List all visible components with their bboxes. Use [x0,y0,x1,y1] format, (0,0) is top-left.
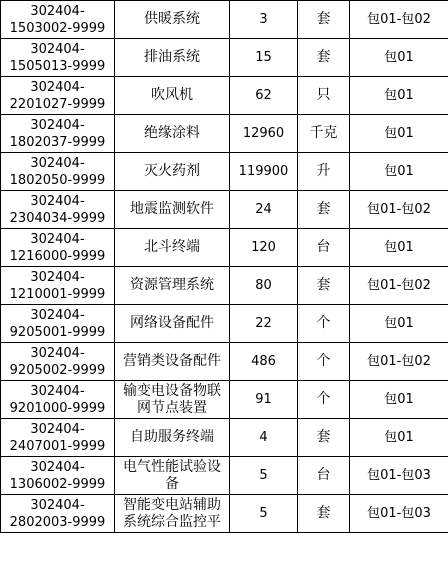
package-cell: 包01 [350,419,448,457]
material-code-cell [1,77,115,115]
material-code-cell [1,305,115,343]
package-cell: 包01 [350,229,448,267]
material-code-suffix: 1216000-9999 [9,248,106,264]
material-code-prefix: 302404- [30,497,85,513]
quantity-cell: 22 [230,305,298,343]
material-code-suffix: 1306002-9999 [9,476,106,492]
unit-cell: 套 [298,495,350,533]
material-code-cell [1,495,115,533]
package-cell: 包01-包02 [350,267,448,305]
material-code-cell [1,381,115,419]
material-code-cell [1,229,115,267]
material-name-cell: 网络设备配件 [115,305,230,343]
material-code-cell [1,1,115,39]
material-code-prefix: 302404- [30,345,85,361]
material-code-suffix: 9205001-9999 [9,324,106,340]
material-code-suffix: 2304034-9999 [9,210,106,226]
package-cell: 包01 [350,77,448,115]
unit-cell: 套 [298,419,350,457]
package-cell: 包01-包02 [350,343,448,381]
material-code-cell [1,115,115,153]
unit-cell: 台 [298,229,350,267]
table-row [1,1,448,39]
table-row [1,267,448,305]
table-row [1,153,448,191]
material-name-cell: 供暖系统 [115,1,230,39]
material-code-prefix: 302404- [30,231,85,247]
unit-cell: 台 [298,457,350,495]
quantity-cell: 120 [230,229,298,267]
table-row [1,381,448,419]
quantity-cell: 4 [230,419,298,457]
unit-cell: 套 [298,267,350,305]
table-row [1,457,448,495]
material-name-cell: 排油系统 [115,39,230,77]
table-body [1,1,448,533]
material-code-suffix: 2407001-9999 [9,438,106,454]
unit-cell: 个 [298,343,350,381]
material-code-prefix: 302404- [30,3,85,19]
table-row [1,343,448,381]
material-code-suffix: 9201000-9999 [9,400,106,416]
material-code-prefix: 302404- [30,79,85,95]
material-code-prefix: 302404- [30,193,85,209]
quantity-cell: 119900 [230,153,298,191]
material-code-suffix: 1505013-9999 [9,58,106,74]
quantity-cell: 5 [230,457,298,495]
quantity-cell: 24 [230,191,298,229]
unit-cell: 只 [298,77,350,115]
quantity-cell: 12960 [230,115,298,153]
material-code-prefix: 302404- [30,269,85,285]
unit-cell: 个 [298,305,350,343]
table-row [1,115,448,153]
package-cell: 包01 [350,115,448,153]
quantity-cell: 486 [230,343,298,381]
material-name-cell: 电气性能试验设备 [115,457,230,495]
material-code-suffix: 1503002-9999 [9,20,106,36]
material-code-prefix: 302404- [30,117,85,133]
material-code-cell [1,39,115,77]
material-name-cell: 北斗终端 [115,229,230,267]
table-row [1,419,448,457]
material-code-cell [1,191,115,229]
material-name-cell: 地震监测软件 [115,191,230,229]
material-code-suffix: 9205002-9999 [9,362,106,378]
material-name-cell: 智能变电站辅助系统综合监控平 [115,495,230,533]
material-name-cell: 资源管理系统 [115,267,230,305]
package-cell: 包01 [350,381,448,419]
table-row [1,39,448,77]
material-code-prefix: 302404- [30,155,85,171]
unit-cell: 套 [298,39,350,77]
material-code-suffix: 2201027-9999 [9,96,106,112]
package-cell: 包01-包03 [350,495,448,533]
quantity-cell: 5 [230,495,298,533]
material-name-cell: 吹风机 [115,77,230,115]
quantity-cell: 80 [230,267,298,305]
material-code-cell [1,267,115,305]
material-code-suffix: 1802050-9999 [9,172,106,188]
material-code-cell [1,419,115,457]
unit-cell: 个 [298,381,350,419]
quantity-cell: 15 [230,39,298,77]
package-cell: 包01-包02 [350,191,448,229]
material-code-suffix: 2802003-9999 [9,514,106,530]
material-code-cell [1,457,115,495]
material-code-prefix: 302404- [30,41,85,57]
table-row [1,77,448,115]
table-row [1,229,448,267]
quantity-cell: 62 [230,77,298,115]
material-name-cell: 营销类设备配件 [115,343,230,381]
material-code-cell [1,153,115,191]
material-code-suffix: 1802037-9999 [9,134,106,150]
table-row [1,305,448,343]
material-name-cell: 自助服务终端 [115,419,230,457]
quantity-cell: 91 [230,381,298,419]
quantity-cell: 3 [230,1,298,39]
material-code-suffix: 1210001-9999 [9,286,106,302]
package-cell: 包01 [350,39,448,77]
material-name-cell: 输变电设备物联网节点装置 [115,381,230,419]
package-cell: 包01-包02 [350,1,448,39]
material-code-prefix: 302404- [30,383,85,399]
table-row [1,495,448,533]
package-cell: 包01 [350,153,448,191]
material-code-prefix: 302404- [30,421,85,437]
material-name-cell: 绝缘涂料 [115,115,230,153]
table-row [1,191,448,229]
unit-cell: 升 [298,153,350,191]
material-code-cell [1,343,115,381]
unit-cell: 千克 [298,115,350,153]
material-code-prefix: 302404- [30,307,85,323]
unit-cell: 套 [298,191,350,229]
package-cell: 包01 [350,305,448,343]
material-code-prefix: 302404- [30,459,85,475]
material-name-cell: 灭火药剂 [115,153,230,191]
package-cell: 包01-包03 [350,457,448,495]
unit-cell: 套 [298,1,350,39]
